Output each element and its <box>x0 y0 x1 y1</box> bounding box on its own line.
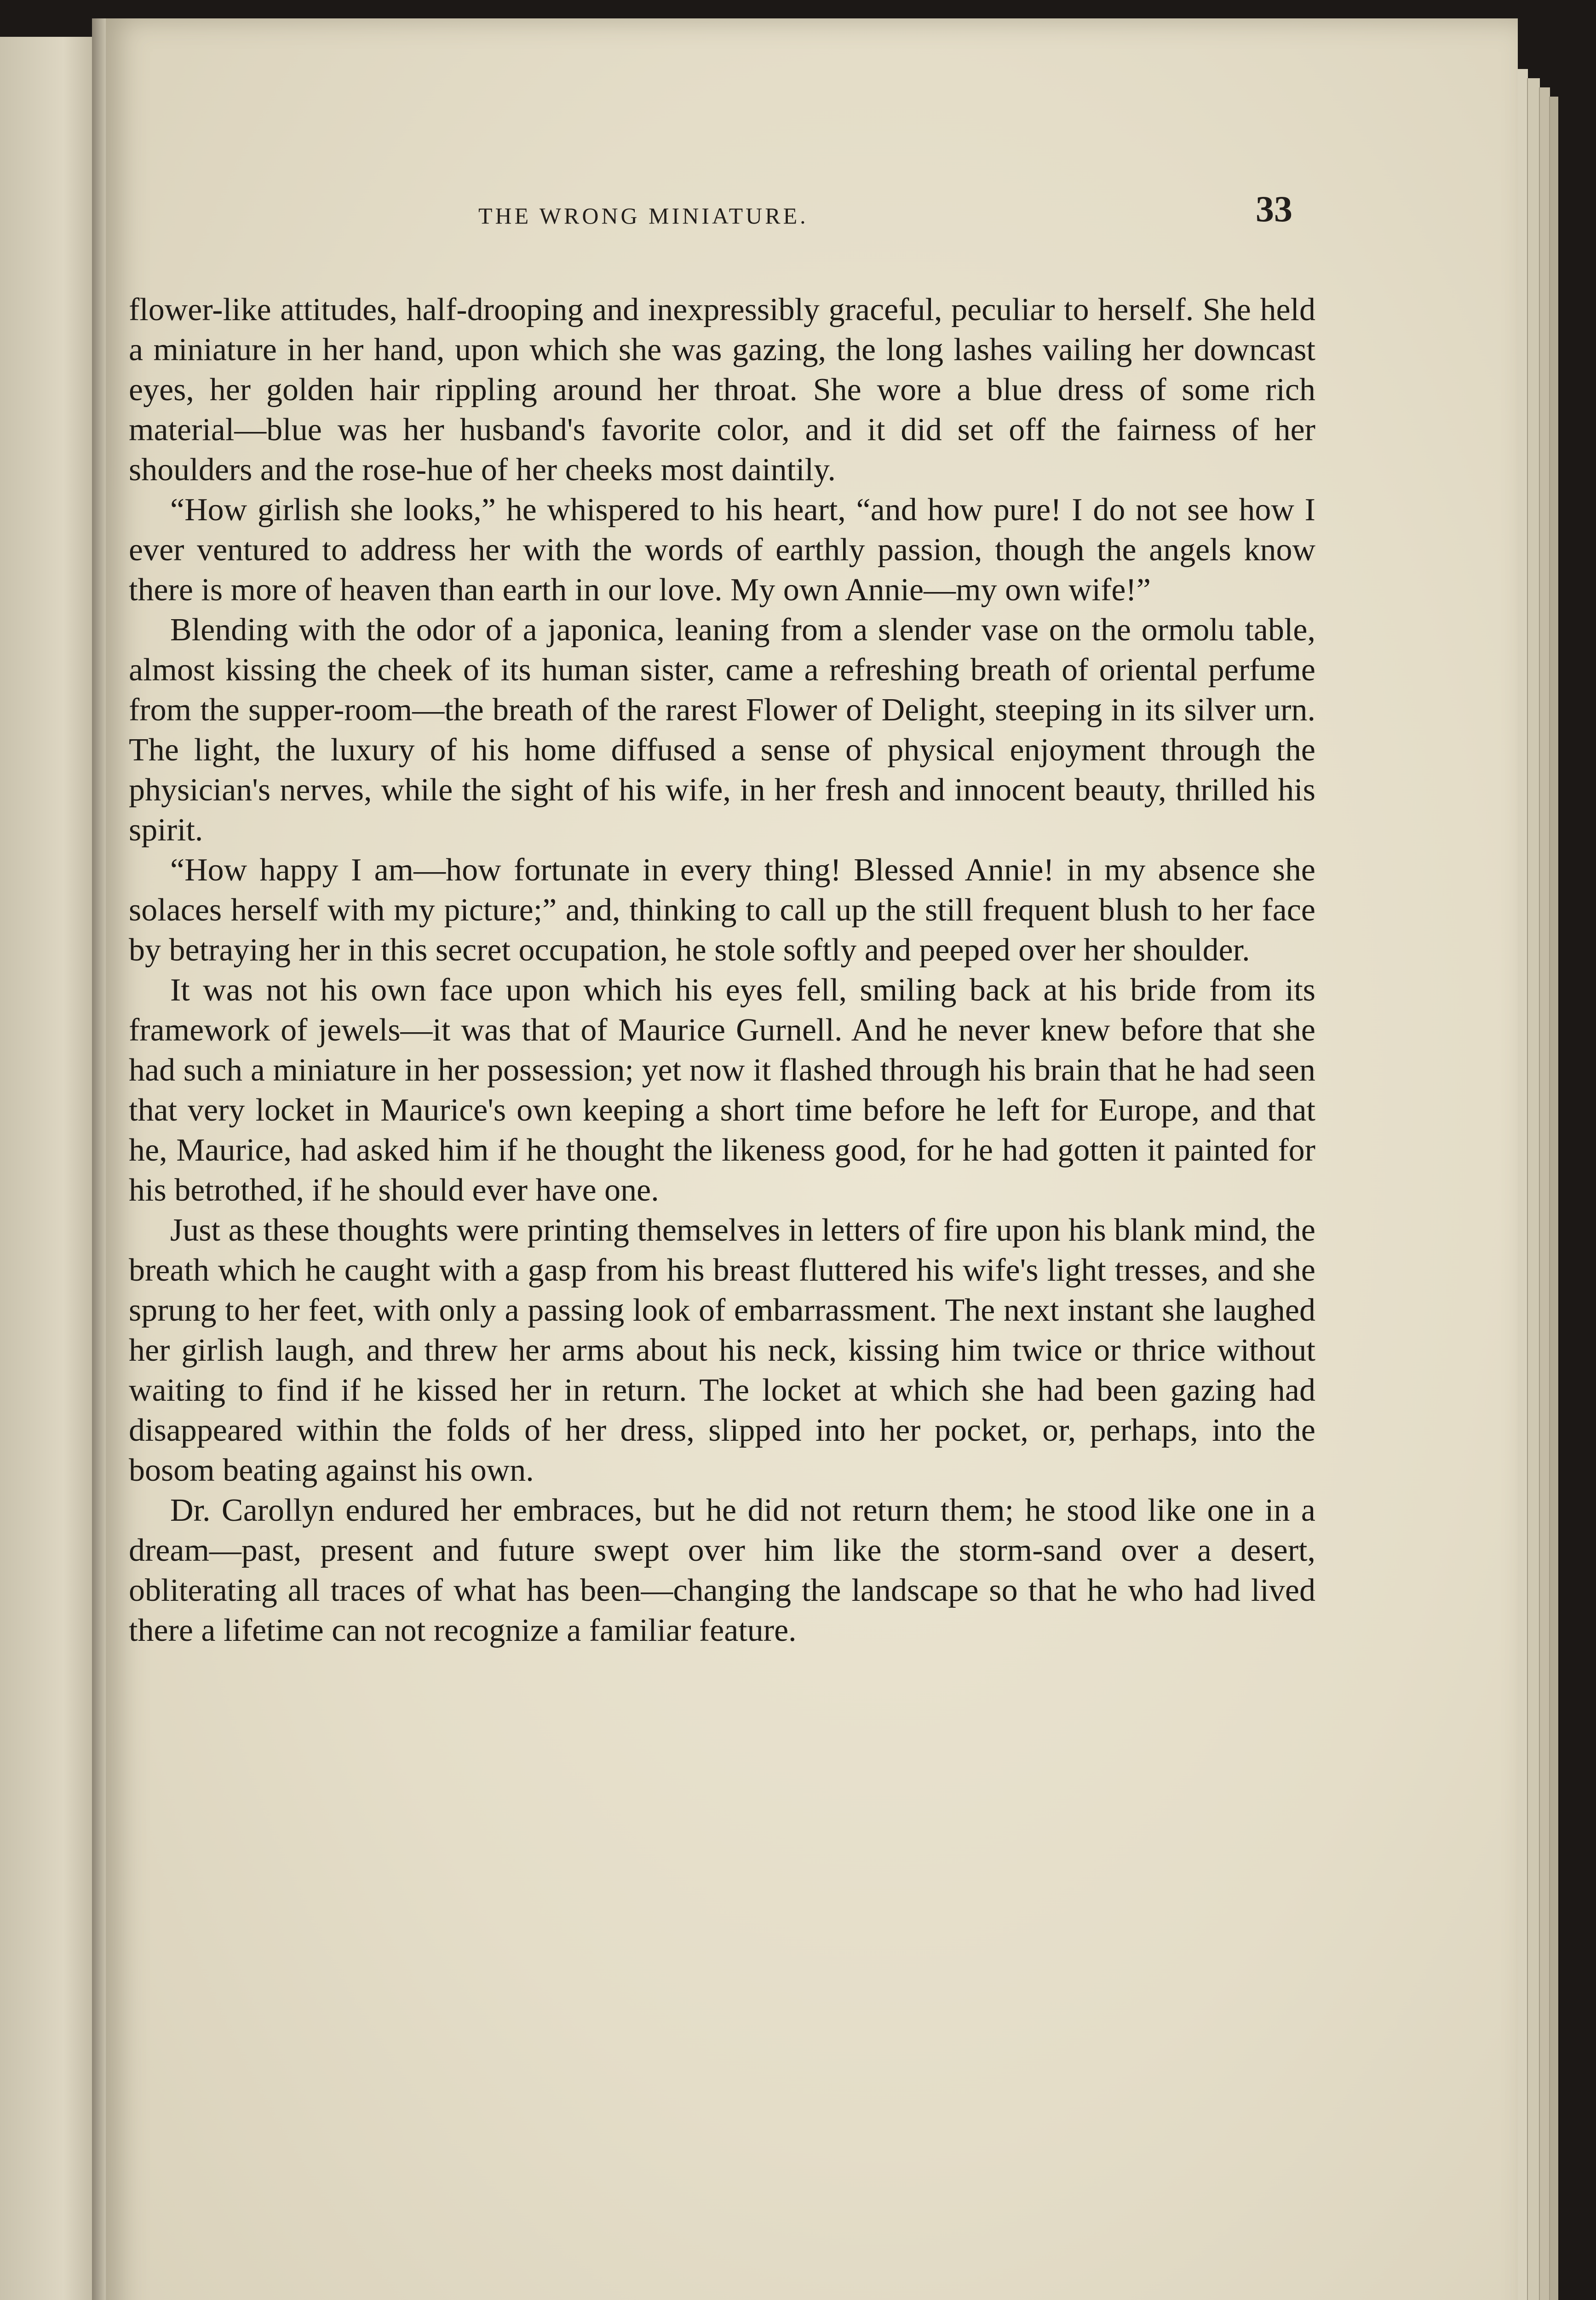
paragraph: Blending with the odor of a japonica, leaning from a slender vase on the ormolu table, almost kissing the cheek of its human sister, came a refreshing breath of oriental perfume from the supper-room—the breath of the rarest Flower of Delight, steeping in its silver urn. The light, the luxury of his home diffused a sense of physical enjoyment through the physician's nerves, while the sight of his wife, in her fresh and innocent beauty, thrilled his spirit. <box>129 612 1315 848</box>
page-header <box>106 189 1518 235</box>
previous-page-edge <box>0 37 106 2300</box>
page-edge <box>1539 87 1550 2300</box>
book-page <box>106 18 1518 2300</box>
page-edge <box>1549 97 1558 2300</box>
paragraph: Just as these thoughts were printing themselves in letters of fire upon his blank mind, the breath which he caught with a gasp from his breast fluttered his wife's light tresses, and she sprung to her feet, with only a passing look of embarrassment. The next instant she laughed her girlish laugh, and threw her arms about his neck, kissing him twice or thrice without waiting to find if he kissed her in return. The locket at which she had been gazing had disappeared within the folds of her dress, slipped into her pocket, or, perhaps, into the bosom beating against his own. <box>129 1213 1315 1488</box>
page-number: 33 <box>1256 189 1292 230</box>
paragraph: It was not his own face upon which his eyes fell, smiling back at his bride from its framework of jewels—it was that of Maurice Gurnell. And he never knew before that she had such a miniature in her possession; yet now it flashed through his brain that he had seen that very locket in Maurice's own keeping a short time before he left for Europe, and that he, Maurice, had asked him if he thought the likeness good, for he had gotten it painted for his betrothed, if he should ever have one. <box>129 972 1315 1208</box>
paragraph: “How girlish she looks,” he whispered to his heart, “and how pure! I do not see how I ever ventured to address her with the words of earthly passion, though the angels know there is more of heaven than earth in our love. My own Annie—my own wife!” <box>129 492 1315 608</box>
paragraph: Dr. Carollyn endured her embraces, but he did not return them; he stood like one in a dream—past, present and future swept over him like the storm-sand over a desert, obliterating all traces of what has been—changing the landscape so that he who had lived there a lifetime can not recognize a familiar feature. <box>129 1493 1315 1648</box>
paragraph: flower-like attitudes, half-drooping and inexpressibly graceful, peculiar to herself. She held a miniature in her hand, upon which she was gazing, the long lashes vailing her downcast eyes, her golden hair rippling around her throat. She wore a blue dress of some rich material—blue was her husband's favorite color, and it did set off the fairness of her shoulders and the rose-hue of her cheeks most daintily. <box>129 292 1315 488</box>
page-edge <box>1527 78 1540 2300</box>
paragraph: “How happy I am—how fortunate in every thing! Blessed Annie! in my absence she solaces herself with my picture;” and, thinking to call up the still frequent blush to her face by betraying her in this secret occupation, he stole softly and peeped over her shoulder. <box>129 852 1315 968</box>
running-head: THE WRONG MINIATURE. <box>478 203 809 229</box>
body-text <box>129 290 1315 1650</box>
